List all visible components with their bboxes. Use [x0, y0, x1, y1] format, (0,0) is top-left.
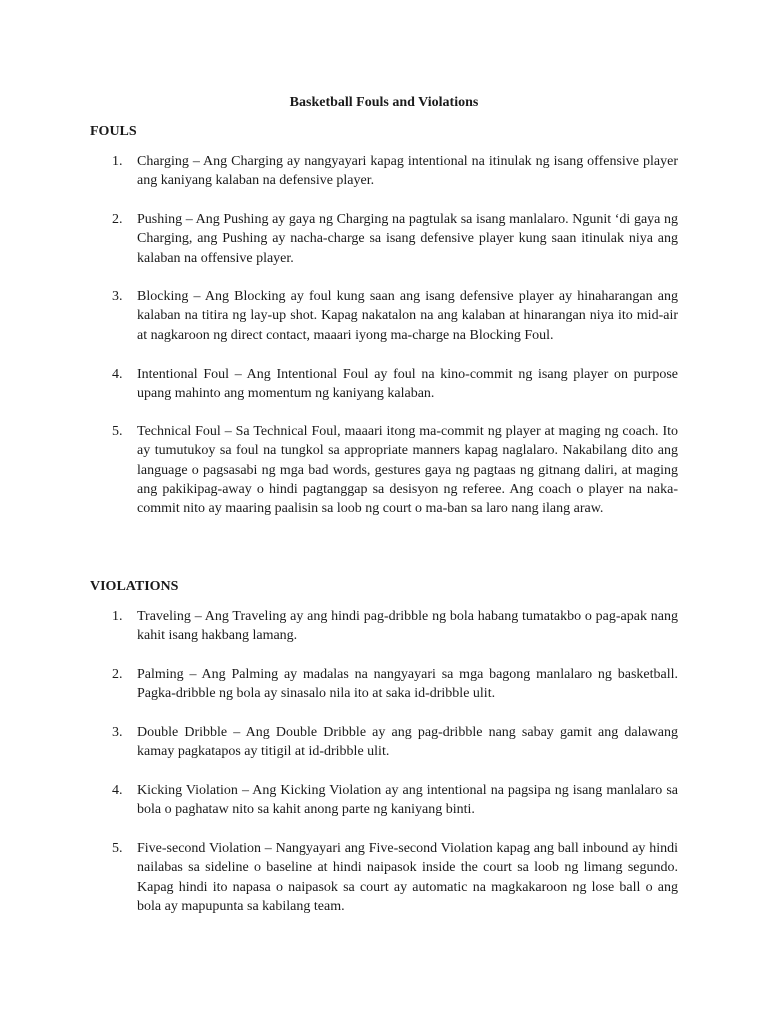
foul-item-intentional-foul — [112, 365, 678, 404]
violation-item-text: Traveling – Ang Traveling ay ang hindi pag-dribble ng bola habang tumatakbo o pag-apak nang kahit isang hakbang lamang. — [137, 609, 678, 644]
foul-item-number: 3. — [112, 289, 123, 304]
violation-item-text: Double Dribble – Ang Double Dribble ay ang pag-dribble nang sabay gamit ang dalawang kamay pagkatapos ay titigil at id-dribble ulit. — [137, 725, 678, 760]
foul-item-charging — [112, 152, 678, 191]
violation-item-palming — [112, 665, 678, 704]
foul-item-pushing — [112, 210, 678, 268]
violation-item-traveling — [112, 607, 678, 646]
violation-item-double-dribble — [112, 723, 678, 762]
foul-item-technical-foul — [112, 422, 678, 518]
foul-item-number: 4. — [112, 367, 123, 382]
violation-item-number: 2. — [112, 667, 123, 682]
fouls-heading: FOULS — [90, 124, 137, 139]
violation-item-number: 5. — [112, 841, 123, 856]
violation-item-text: Kicking Violation – Ang Kicking Violation ay ang intentional na pagsipa ng isang manlalaro sa bola o paghataw nito sa kahit anong parte ng kaniyang binti. — [137, 783, 678, 818]
violations-heading: VIOLATIONS — [90, 579, 179, 594]
violation-item-text: Five-second Violation – Nangyayari ang Five-second Violation kapag ang ball inbound ay hindi nailabas sa sideline o baseline at hindi naipasok inside the court sa loob ng limang segundo. Kapag hindi ito napasa o naipasok sa court ay automatic na magkakaroon ng lose ball o ang bola ay mapupunta sa kabilang team. — [137, 841, 678, 914]
foul-item-number: 5. — [112, 424, 123, 439]
foul-item-number: 2. — [112, 212, 123, 227]
foul-item-number: 1. — [112, 154, 123, 169]
violation-item-kicking-violation — [112, 781, 678, 820]
foul-item-text: Technical Foul – Sa Technical Foul, maaari itong ma-commit ng player at maging ng coach. Ito ay tumutukoy sa foul na tungkol sa appropriate manners kapag naglalaro. Nakabilang dito ang language o pagsasabi ng mga bad words, gestures gaya ng pagtaas ng gitnang daliri, at maging ang pakikipag-away o hindi pagtanggap sa desisyon ng referee. Ang coach o player na naka-commit nito ay maaring paalisin sa loob ng court o ma-ban sa laro nang ilang araw. — [137, 424, 678, 517]
foul-item-text: Pushing – Ang Pushing ay gaya ng Charging na pagtulak sa isang manlalaro. Ngunit ‘di gaya ng Charging, ang Pushing ay nacha-charge sa isang defensive player kung saan itinulak niya ang kalaban na offensive player. — [137, 212, 678, 266]
foul-item-text: Intentional Foul – Ang Intentional Foul ay foul na kino-commit ng isang player on purpose upang mahinto ang momentum ng kaniyang kalaban. — [137, 367, 678, 402]
violation-item-number: 1. — [112, 609, 123, 624]
violation-item-number: 4. — [112, 783, 123, 798]
foul-item-text: Charging – Ang Charging ay nangyayari kapag intentional na itinulak ng isang offensive player ang kaniyang kalaban na defensive player. — [137, 154, 678, 189]
foul-item-blocking — [112, 287, 678, 345]
violation-item-number: 3. — [112, 725, 123, 740]
foul-item-text: Blocking – Ang Blocking ay foul kung saan ang isang defensive player ay hinaharangan ang kalaban na titira ng lay-up shot. Kapag nakatalon na ang kalaban at hinarangan niya ito mid-air at nagkaroon ng direct contact, maaari iyong ma-charge na Blocking Foul. — [137, 289, 678, 343]
document-title: Basketball Fouls and Violations — [289, 95, 479, 110]
violation-item-five-second-violation — [112, 839, 678, 916]
violation-item-text: Palming – Ang Palming ay madalas na nangyayari sa mga bagong manlalaro ng basketball. Pagka-dribble ng bola ay sinasalo nila ito at saka id-dribble ulit. — [137, 667, 678, 702]
